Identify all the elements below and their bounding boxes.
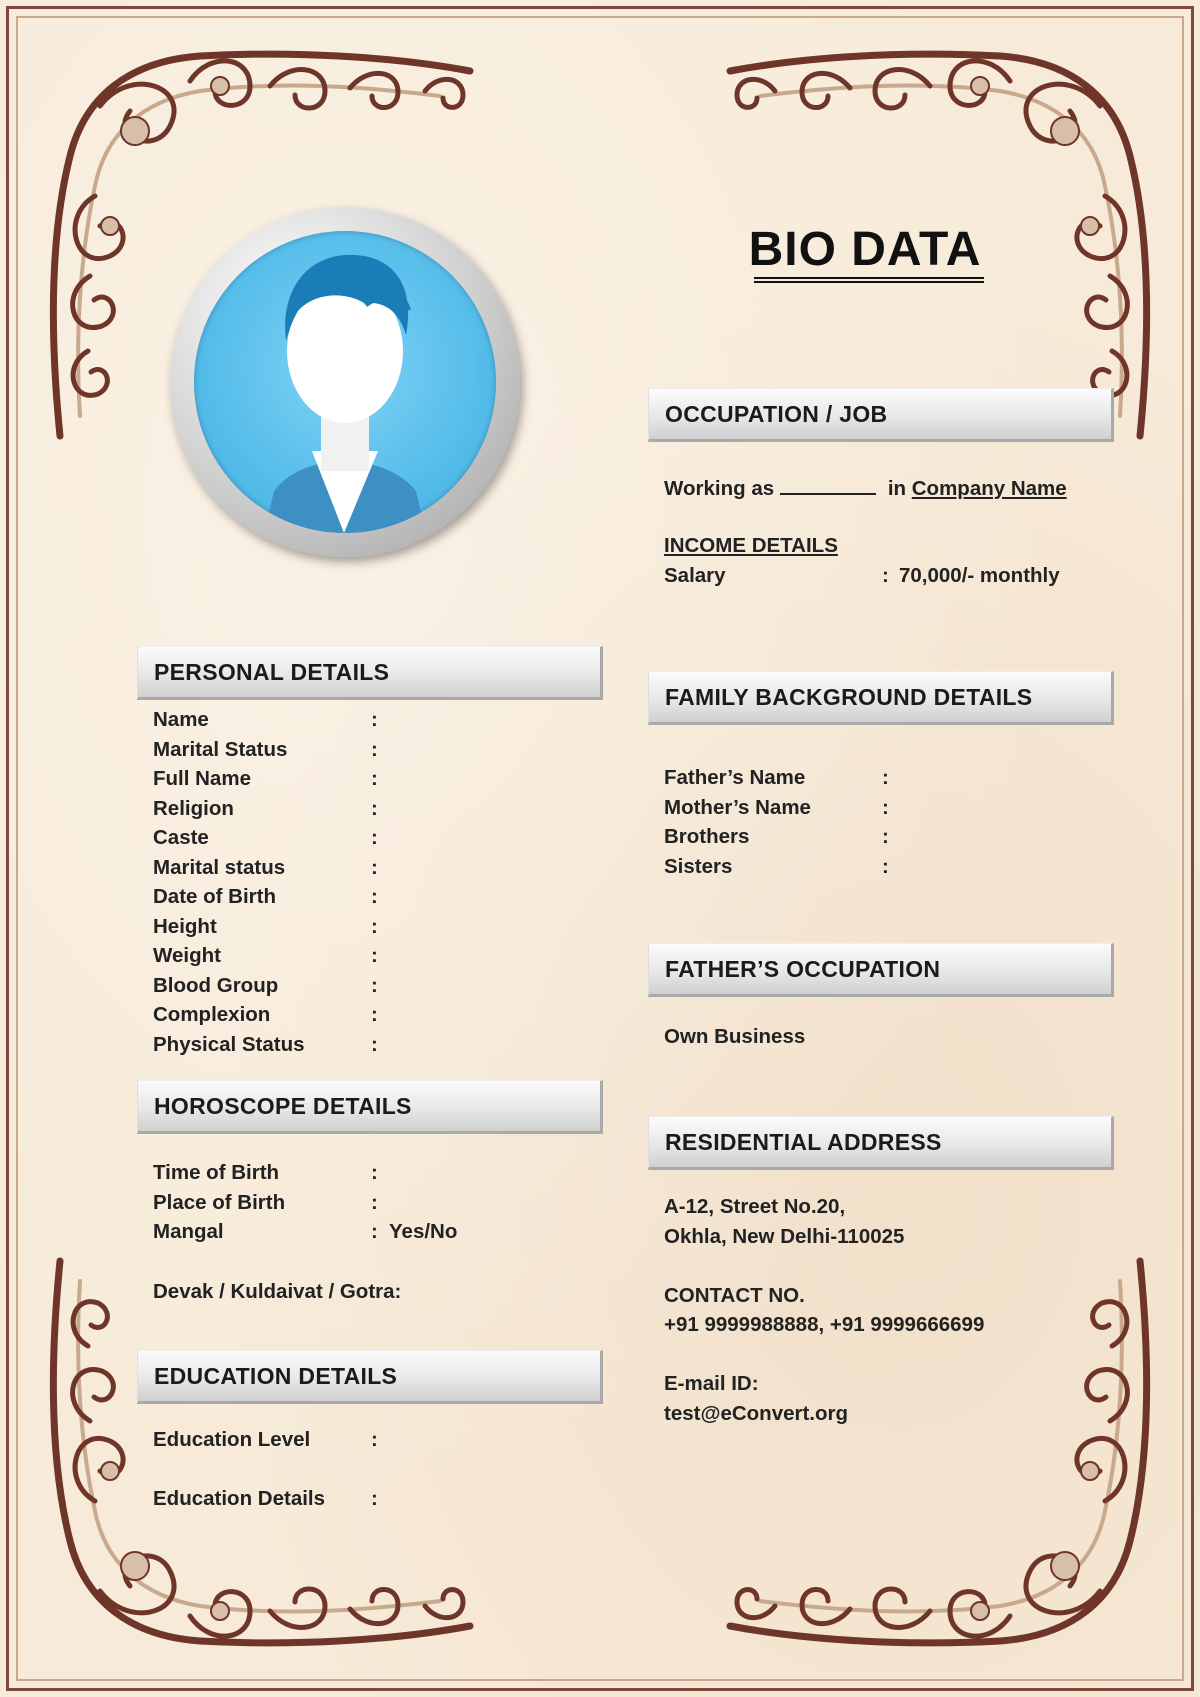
section-header-fathers-occupation [648,943,1114,997]
detail-colon: : [882,825,889,848]
detail-label: Blood Group [153,973,279,997]
detail-row-full-name [153,767,593,797]
detail-row-caste [153,826,593,856]
income-details-heading: INCOME DETAILS [664,534,838,557]
detail-row-place-of-birth [153,1191,593,1221]
detail-colon: : [371,826,378,849]
gotra-label: Devak / Kuldaivat / Gotra: [153,1280,402,1303]
email-label: E-mail ID: [664,1372,759,1395]
detail-row-mothers-name [664,796,1104,826]
section-title: FAMILY BACKGROUND DETAILS [665,684,1033,710]
salary-colon: : [882,564,889,587]
section-title: RESIDENTIAL ADDRESS [665,1129,942,1155]
section-header-family [648,671,1114,725]
detail-label: Time of Birth [153,1161,280,1184]
detail-label: Mangal [153,1220,224,1243]
education-level-colon: : [371,1428,378,1451]
mangal-value: Yes/No [389,1220,458,1243]
section-title: HOROSCOPE DETAILS [154,1093,412,1119]
email-value[interactable]: test@eConvert.org [664,1402,849,1425]
detail-label: Mother’s Name [664,795,811,819]
profile-photo-frame[interactable] [170,207,520,557]
detail-label: Brothers [664,825,750,848]
detail-row-physical-status [153,1033,593,1063]
detail-row-fathers-name [664,766,1104,796]
address-line-2: Okhla, New Delhi-110025 [664,1225,905,1248]
detail-colon: : [371,1220,378,1243]
detail-colon: : [371,708,378,731]
section-title: EDUCATION DETAILS [154,1363,398,1389]
detail-colon: : [882,766,889,789]
detail-colon: : [371,885,378,908]
detail-row-blood-group [153,974,593,1004]
detail-row-marital-status [153,738,593,768]
detail-row-marital-status-2 [153,856,593,886]
detail-row-dob [153,885,593,915]
detail-label: Height [153,914,217,938]
detail-label: Full Name [153,767,251,790]
detail-colon: : [371,796,378,820]
detail-colon: : [882,854,889,878]
detail-row-time-of-birth [153,1161,593,1191]
contact-value: +91 9999988888, +91 9999666699 [664,1313,985,1336]
detail-label: Marital status [153,855,286,879]
detail-row-name [153,708,593,738]
detail-label: Religion [153,796,234,820]
detail-colon: : [371,944,378,967]
detail-label: Date of Birth [153,885,276,908]
section-title: OCCUPATION / JOB [665,401,888,427]
section-header-occupation [648,388,1114,442]
contact-label: CONTACT NO. [664,1284,805,1307]
salary-label: Salary [664,564,726,587]
detail-row-height [153,915,593,945]
detail-row-sisters [664,855,1104,885]
salary-value: 70,000/- monthly [899,564,1060,587]
detail-colon: : [371,855,378,879]
personal-details-list [153,708,593,1062]
detail-row-weight [153,944,593,974]
detail-colon: : [371,767,378,790]
detail-label: Weight [153,944,221,967]
detail-colon: : [371,914,378,938]
detail-colon: : [371,1161,378,1184]
education-details-colon: : [371,1487,378,1510]
detail-colon: : [371,737,378,761]
title-underline [754,281,984,283]
detail-row-brothers [664,825,1104,855]
company-name: Company Name [911,477,1067,500]
detail-label: Father’s Name [664,766,806,789]
page-title: BIO DATA [748,223,982,276]
fathers-occupation-value: Own Business [664,1025,806,1048]
working-as-label: Working as [664,477,775,500]
detail-label: Name [153,708,209,731]
detail-row-complexion [153,1003,593,1033]
detail-label: Place of Birth [153,1190,286,1214]
section-title: FATHER’S OCCUPATION [665,956,941,982]
education-details-label: Education Details [153,1487,326,1510]
address-line-1: A-12, Street No.20, [664,1195,846,1218]
section-title: PERSONAL DETAILS [154,659,390,685]
job-blank-field[interactable] [780,475,876,495]
working-as-line [664,475,1067,501]
detail-colon: : [882,795,889,819]
detail-label: Complexion [153,1003,271,1026]
title-underline [754,277,984,279]
person-avatar-icon [194,231,496,533]
section-header-personal [137,646,603,700]
horoscope-details-list [153,1161,593,1250]
detail-label: Physical Status [153,1032,305,1056]
section-header-horoscope [137,1080,603,1134]
section-header-education [137,1350,603,1404]
detail-colon: : [371,973,378,997]
detail-colon: : [371,1190,378,1214]
detail-colon: : [371,1032,378,1056]
detail-label: Sisters [664,854,733,878]
in-label: in [887,477,907,500]
detail-colon: : [371,1003,378,1026]
detail-label: Caste [153,826,209,849]
education-level-label: Education Level [153,1428,311,1451]
detail-row-mangal [153,1220,593,1250]
section-header-address [648,1116,1114,1170]
detail-label: Marital Status [153,737,288,761]
detail-row-religion [153,797,593,827]
family-details-list [664,766,1104,884]
